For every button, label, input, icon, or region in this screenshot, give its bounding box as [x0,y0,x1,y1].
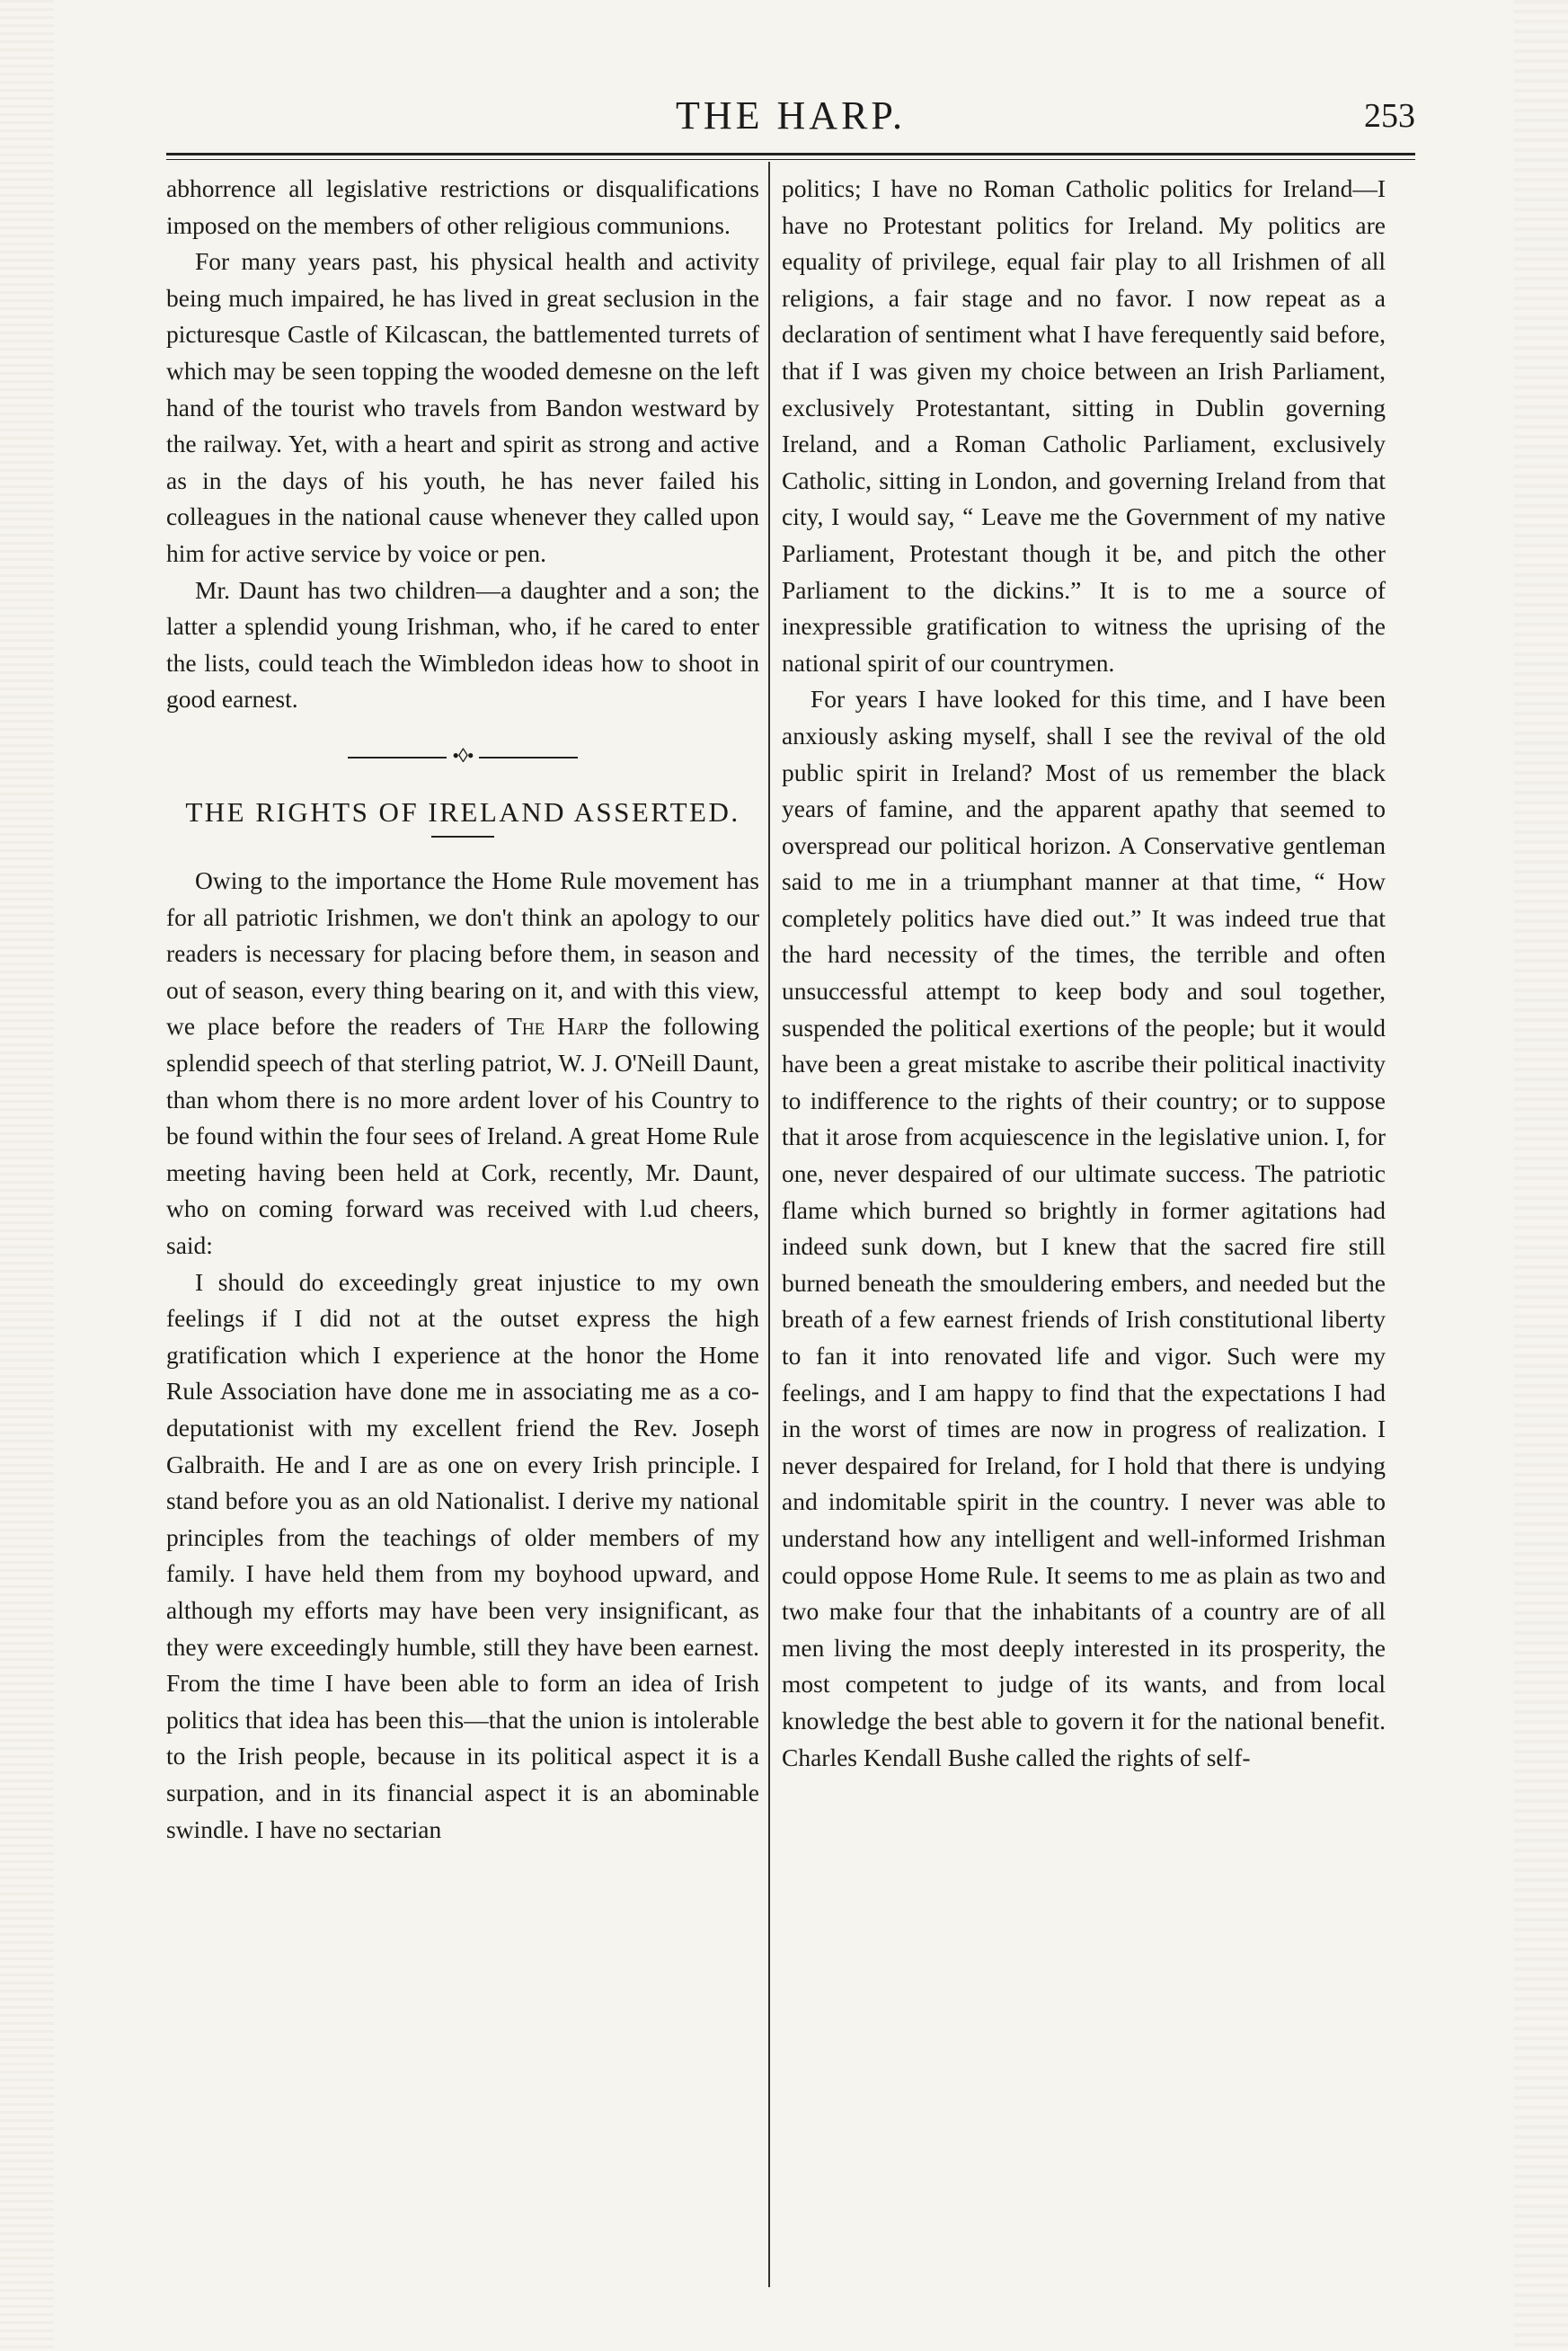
ornament-line [479,757,578,759]
left-column [166,171,759,1848]
running-title: THE HARP. [675,93,907,138]
ornament-line [348,757,447,759]
paragraph-text: the following splendid speech of that sterling patriot, W. J. O'Neill Daunt, than whom there is no more ardent lover of his Country to be found within the four sees of Ireland. A great Home Rule meeting having been held at Cork, recently, Mr. Daunt, who on coming forward was received with l.ud cheers, said: [166,1012,759,1260]
column-divider [768,162,770,2287]
ornament-glyph: •◊• [452,743,474,767]
paragraph: politics; I have no Roman Catholic politics for Ireland—I have no Protestant politics for Ireland. My politics are equality of privilege, equal fair play to all Irishmen of all religions, a fair stage and no favor. I now repeat as a declaration of sentiment what I have ferequently said before, that if I was given my choice between an Irish Parliament, exclusively Protestantant, sitting in Dublin governing Ireland, and a Roman Catholic Parliament, exclusively Catholic, sitting in London, and governing Ireland from that city, I would say, “ Leave me the Government of my native Parliament, Protestant though it be, and pitch the other Parliament to the dickins.” It is to me a source of inexpressible gratification to witness the uprising of the national spirit of our countrymen. [782,174,1386,677]
header-rule [166,153,1415,155]
paragraph [166,863,759,1264]
right-column [782,171,1386,1776]
page-number: 253 [1364,97,1415,135]
page-edge-left [0,0,54,2351]
header-rule-thin [166,159,1415,160]
page-header [166,85,1415,148]
section-ornament [166,738,759,775]
paragraph: abhorrence all legislative restrictions or disqualifications imposed on the members of other religious communions. [166,174,759,239]
paragraph: For many years past, his physical health and activity being much impaired, he has lived in great seclusion in the picturesque Castle of Kilcascan, the battlemented turrets of which may be seen topping the wooded demesne on the left hand of the tourist who travels from Bandon westward by the railway. Yet, with a heart and spirit as strong and active as in the days of his youth, he has never failed his colleagues in the national cause whenever they called upon him for active service by voice or pen. [166,247,759,567]
paragraph: For years I have looked for this time, and I have been anxiously asking myself, shall I see the revival of the old public spirit in Ireland? Most of us remember the black years of famine, and the apparent apathy that seemed to overspread our political horizon. A Conservative gentleman said to me in a triumphant manner at that time, “ How completely politics have died out.” It was indeed true that the hard necessity of the times, the terrible and often unsuccessful attempt to keep body and soul together, suspended the political exertions of the people; but it would have been a great mistake to ascribe their political inactivity to indifference to the rights of their country; or to suppose that it arose from acquiescence in the legislative union. I, for one, never despaired of our ultimate success. The patriotic flame which burned so brightly in former agitations had indeed sunk down, but I knew that the sacred fire still burned beneath the smouldering embers, and needed but the breath of a few earnest friends of Irish constitutional liberty to fan it into renovated life and vigor. Such were my feelings, and I am happy to find that the expectations I had in the worst of times are now in progress of realization. I never despaired for Ireland, for I hold that there is undying and indomitable spirit in the country. I never was able to understand how any intelligent and well-informed Irishman could oppose Home Rule. It seems to me as plain as two and two make four that the inhabitants of a country are of all men living the most deeply interested in its prosperity, the most competent to judge of its wants, and from local knowledge the best able to govern it for the national benefit. Charles Kendall Bushe called the rights of self- [782,685,1386,1771]
page-edge-right [1514,0,1568,2351]
section-title: THE RIGHTS OF IRELAND ASSERTED. [185,795,740,828]
paragraph-text: Owing to the importance the Home Rule movement has for all patriotic Irishmen, we don't think an apology to our readers is necessary for placing before them, in season and out of season, every thing bearing on it, and with this view, we place before the readers of [166,866,759,1041]
title-rule [431,836,494,838]
paragraph: I should do exceedingly great injustice to my own feelings if I did not at the outset express the high gratification which I experience at the honor the Home Rule Association have done me in associating me as a co-deputationist with my excellent friend the Rev. Joseph Galbraith. He and I are as one on every Irish principle. I stand before you as an old Nationalist. I derive my national principles from the teachings of older members of my family. I have held them from my boyhood upward, and although my efforts may have been very insignificant, as they were exceedingly humble, still they have been earnest. From the time I have been able to form an idea of Irish politics that idea has been this—that the union is intolerable to the Irish people, because in its political aspect it is a surpation, and in its financial aspect it is an abominable swindle. I have no sectarian [166,1267,759,1843]
paragraph: Mr. Daunt has two children—a daughter and a son; the latter a splendid young Irishman, who, if he cared to enter the lists, could teach the Wimbledon ideas how to shoot in good earnest. [166,575,759,714]
publication-name: The Harp [507,1012,608,1041]
